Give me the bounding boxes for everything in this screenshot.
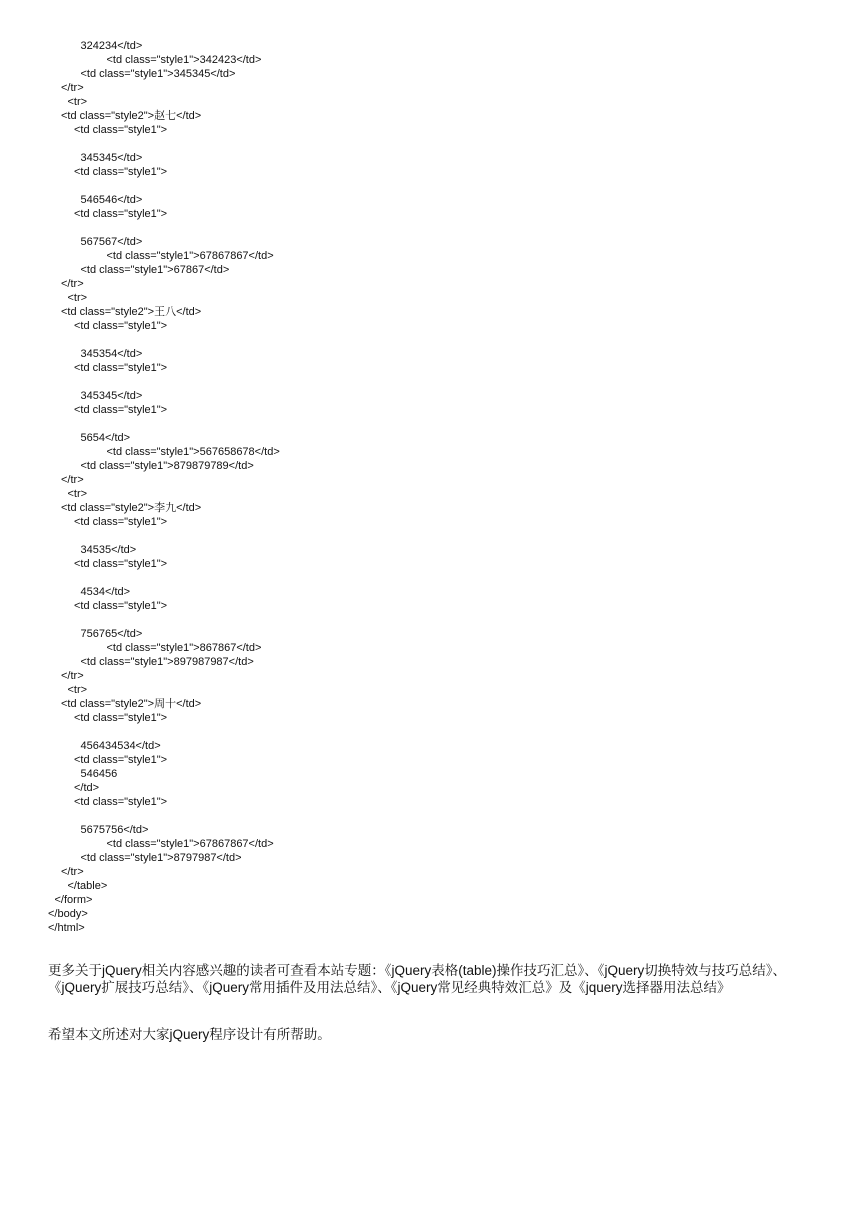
code-line: <td class="style1">567658678</td> (106, 446, 280, 458)
code-line: <td class="style1"> (74, 362, 168, 374)
code-line: 345354</td> (80, 348, 143, 360)
code-line: <td class="style1">67867867</td> (106, 838, 274, 850)
code-line: <td class="style2">赵七</td> (61, 110, 202, 122)
code-line: <tr> (67, 684, 88, 696)
code-line: </tr> (61, 670, 84, 682)
code-line: <td class="style2">王八</td> (61, 306, 202, 318)
code-line: 567567</td> (80, 236, 143, 248)
code-line (0, 417, 868, 431)
code-line: <td class="style1">67867</td> (80, 264, 230, 276)
code-line: <td class="style1"> (74, 404, 168, 416)
code-line: </tr> (61, 278, 84, 290)
code-line (0, 613, 868, 627)
code-line: </body> (48, 908, 88, 920)
code-line (0, 571, 868, 585)
code-line (0, 137, 868, 151)
code-line: <td class="style1"> (74, 166, 168, 178)
code-line: </tr> (61, 866, 84, 878)
code-line (0, 179, 868, 193)
code-line: 34535</td> (80, 544, 137, 556)
code-line: 456434534</td> (80, 740, 161, 752)
code-line: </tr> (61, 82, 84, 94)
code-line: <td class="style1"> (74, 558, 168, 570)
code-line (0, 333, 868, 347)
code-line: 5654</td> (80, 432, 131, 444)
code-line: <td class="style1"> (74, 124, 168, 136)
code-line: <td class="style1"> (74, 320, 168, 332)
code-line: </html> (48, 922, 85, 934)
code-line: <td class="style1">8797987</td> (80, 852, 242, 864)
code-line: 345345</td> (80, 390, 143, 402)
closing-paragraph: 希望本文所述对大家jQuery程序设计有所帮助。 (48, 1027, 331, 1042)
code-line: </tr> (61, 474, 84, 486)
code-line (0, 221, 868, 235)
code-line: </form> (54, 894, 93, 906)
code-line: <td class="style2">李九</td> (61, 502, 202, 514)
code-line: </table> (67, 880, 108, 892)
code-line: <td class="style1">67867867</td> (106, 250, 274, 262)
code-line (0, 529, 868, 543)
code-line: <td class="style1"> (74, 754, 168, 766)
code-line: 345345</td> (80, 152, 143, 164)
code-line: 4534</td> (80, 586, 131, 598)
code-line: <td class="style1">879879789</td> (80, 460, 254, 472)
code-line: <td class="style1">345345</td> (80, 68, 236, 80)
code-line: 546456 (80, 768, 118, 780)
code-line: </td> (74, 782, 100, 794)
code-line (0, 375, 868, 389)
code-line (0, 725, 868, 739)
code-line: <td class="style1"> (74, 208, 168, 220)
code-line: <td class="style1"> (74, 712, 168, 724)
code-line: <td class="style1"> (74, 516, 168, 528)
code-line: <tr> (67, 292, 88, 304)
code-line (0, 809, 868, 823)
code-line: <td class="style1">897987987</td> (80, 656, 254, 668)
code-line: <tr> (67, 96, 88, 108)
code-line: 324234</td> (80, 40, 143, 52)
code-line: <td class="style1"> (74, 600, 168, 612)
code-line: <tr> (67, 488, 88, 500)
code-listing (0, 39, 868, 935)
code-line: <td class="style1">867867</td> (106, 642, 262, 654)
code-line: <td class="style1">342423</td> (106, 54, 262, 66)
code-line: 756765</td> (80, 628, 143, 640)
code-line: <td class="style2">周十</td> (61, 698, 202, 710)
code-line: 5675756</td> (80, 824, 149, 836)
related-topics-paragraph: 更多关于jQuery相关内容感兴趣的读者可查看本站专题：《jQuery表格(table)操作技巧汇总》、《jQuery切换特效与技巧总结》、《jQuery扩展技巧总结》、《jQuery常用插件及用法总结》、《jQuery常见经典特效汇总》及《jquery选择器用法总结》 (48, 963, 787, 995)
code-line: <td class="style1"> (74, 796, 168, 808)
code-line: 546546</td> (80, 194, 143, 206)
